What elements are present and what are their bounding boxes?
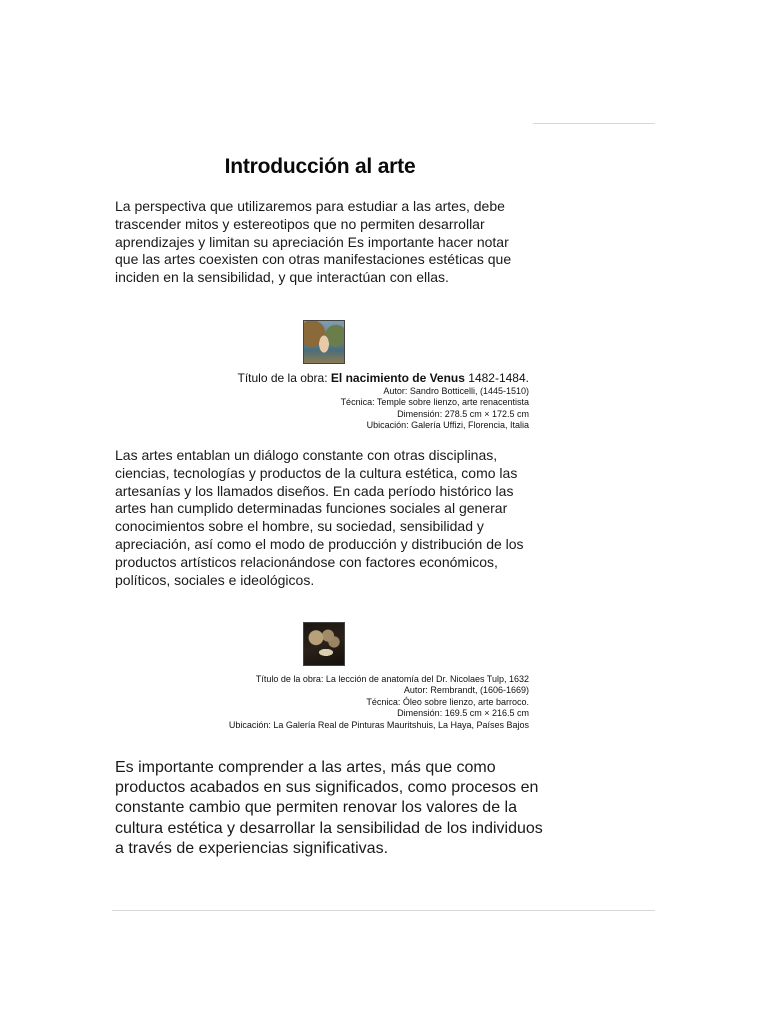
artwork-title: El nacimiento de Venus	[330, 371, 465, 385]
artwork-technique: Técnica: Temple sobre lienzo, arte renacentista	[340, 397, 529, 408]
artwork-caption-venus	[238, 371, 530, 432]
page-title: Introducción al arte	[224, 155, 416, 178]
artwork-years: 1482-1484.	[464, 371, 529, 385]
artwork-title-line	[238, 371, 530, 386]
artwork-technique: Técnica: Óleo sobre lienzo, arte barroco.	[366, 696, 529, 707]
venus-painting-thumbnail[interactable]	[303, 320, 345, 364]
paragraph-intro: La perspectiva que utilizaremos para estudiar a las artes, debe trascender mitos y estereotipos que no permiten desarrollar aprendizajes y limitan su apreciación Es importante hacer notar que las artes coexisten con otras manifestaciones estéticas que inciden en la sensibilidad, y que interactúan con ellas.	[115, 198, 512, 286]
paragraph-conclusion: Es importante comprender a las artes, más que como productos acabados en sus significados, como procesos en constante cambio que permiten renovar los valores de la cultura estética y desarrollar la sensibilidad de los individuos a través de experiencias significativas.	[115, 759, 543, 857]
top-divider	[533, 123, 655, 124]
artwork-author: Autor: Rembrandt, (1606-1669)	[403, 685, 529, 696]
artwork-author: Autor: Sandro Botticelli, (1445-1510)	[383, 386, 529, 396]
artwork-caption-anatomy	[229, 674, 529, 731]
artwork-title-line: Título de la obra: La lección de anatomía del Dr. Nicolaes Tulp, 1632	[255, 674, 529, 684]
paragraph-dialogue: Las artes entablan un diálogo constante con otras disciplinas, ciencias, tecnologías y productos de la cultura estética, como las artesanías y los llamados diseños. En cada período histórico las artes han cumplido determinadas funciones sociales al generar conocimientos sobre el hombre, su sociedad, sensibilidad y apreciación, así como el modo de producción y distribución de los productos artísticos relacionándose con factores económicos, políticos, sociales e ideológicos.	[115, 447, 524, 588]
artwork-title-prefix: Título de la obra:	[237, 371, 331, 385]
anatomy-lesson-painting-thumbnail[interactable]	[303, 622, 345, 666]
artwork-location: Ubicación: Galería Uffizi, Florencia, Italia	[366, 420, 529, 431]
bottom-divider	[112, 910, 655, 911]
artwork-dimension: Dimensión: 169.5 cm × 216.5 cm	[397, 708, 529, 719]
artwork-location: Ubicación: La Galería Real de Pinturas Mauritshuis, La Haya, Países Bajos	[228, 719, 529, 730]
artwork-dimension: Dimensión: 278.5 cm × 172.5 cm	[397, 408, 529, 419]
